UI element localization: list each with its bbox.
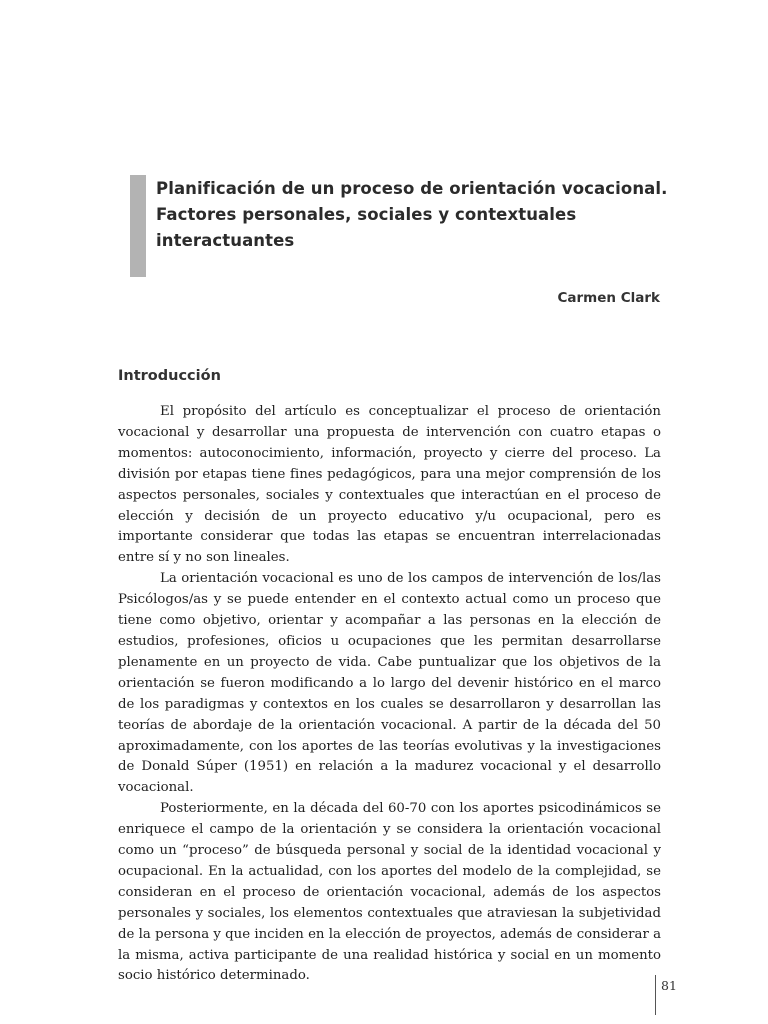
article-title: Planificación de un proceso de orientación vocacional. Factores personales, sociales y contextuales interactuantes xyxy=(156,179,668,250)
author-name: Carmen Clark xyxy=(557,290,660,306)
paragraph: La orientación vocacional es uno de los campos de intervención de los/las Psicólogos/as y se puede entender en el contexto actual como un proceso que tiene como objetivo, orientar y acompañar a las personas en la elección de estudios, profesiones, oficios u ocupaciones que les permitan desarrollarse plenamente en un proyecto de vida. Cabe puntualizar que los objetivos de la orientación se fueron modificando a lo largo del devenir histórico en el marco de los paradigmas y contextos en los cuales se desarrollaron y desarrollan las teorías de abordaje de la orientación vocacional. A partir de la década del 50 aproximadamente, con los aportes de las teorías evolutivas y la investigaciones de Donald Súper (1951) en relación a la madurez vocacional y el desarrollo vocacional. xyxy=(118,571,661,796)
paragraph: El propósito del artículo es conceptualizar el proceso de orientación vocacional y desarrollar una propuesta de intervención con cuatro etapas o momentos: autoconocimiento, información, proyecto y cierre del proceso. La división por etapas tiene fines pedagógicos, para una mejor comprensión de los aspectos personales, sociales y contextuales que interactúan en el proceso de elección y decisión de un proyecto educativo y/u ocupacional, pero es importante considerar que todas las etapas se encuentran interrelacionadas entre sí y no son lineales. xyxy=(118,404,661,566)
body-text xyxy=(118,402,661,987)
page-number: 81 xyxy=(661,978,677,993)
page-number-rule xyxy=(655,975,656,1015)
paragraph: Posteriormente, en la década del 60-70 con los aportes psicodinámicos se enriquece el campo de la orientación y se considera la orientación vocacional como un “proceso” de búsqueda personal y social de la identidad vocacional y ocupacional. En la actualidad, con los aportes del modelo de la complejidad, se consideran en el proceso de orientación vocacional, además de los aspectos personales y sociales, los elementos contextuales que atraviesan la subjetividad de la persona y que inciden en la elección de proyectos, además de considerar a la misma, activa participante de una realidad histórica y social en un momento socio histórico determinado. xyxy=(118,801,661,984)
title-accent-bar xyxy=(130,175,146,277)
section-heading: Introducción xyxy=(118,368,221,384)
